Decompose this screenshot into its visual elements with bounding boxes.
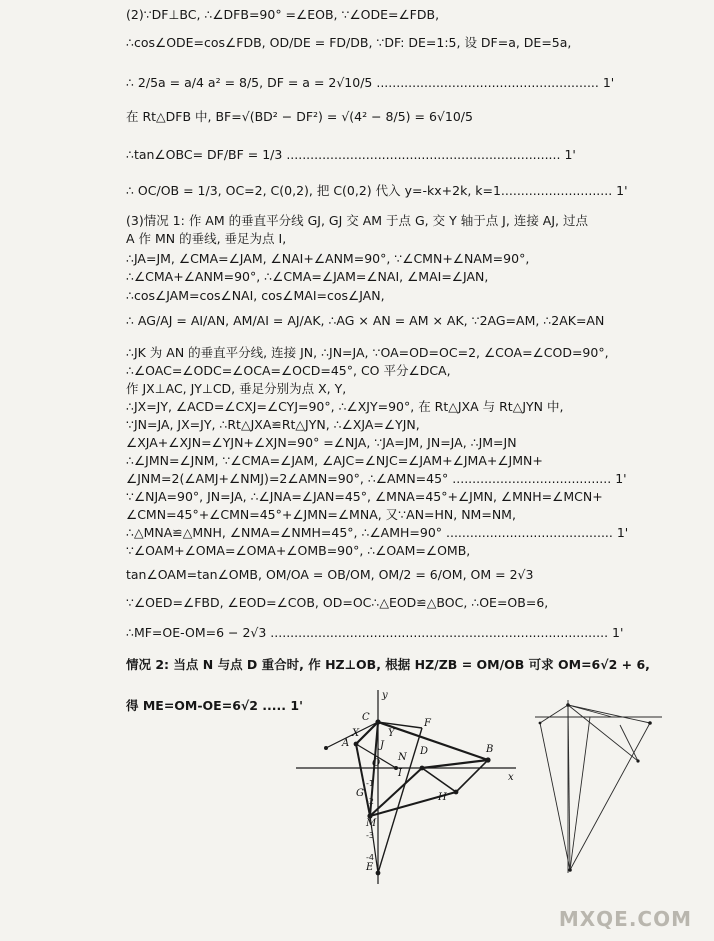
tick-neg-3: -3 — [366, 831, 374, 840]
label-Y: Y — [388, 728, 395, 739]
label-O: O — [372, 758, 381, 769]
label-I: I — [398, 768, 402, 779]
label-J: J — [380, 740, 385, 751]
tick-neg-4: -4 — [366, 853, 374, 862]
text-line-16: ∴JX=JY, ∠ACD=∠CXJ=∠CYJ=90°, ∴∠XJY=90°, 在 Rt△JXA 与 Rt△JYN 中, — [126, 399, 564, 414]
text-line-18: ∠XJA+∠XJN=∠YJN+∠XJN=90° =∠NJA, ∵JA=JM, JN=JA, ∴JM=JN — [126, 435, 517, 450]
text-line-4: 在 Rt△DFB 中, BF=√(BD² − DF²) = √(4² − 8/5) = 6√10/5 — [126, 109, 473, 124]
text-line-23: ∴△MNA≌△MNH, ∠NMA=∠NMH=45°, ∴∠AMH=90° .......................................... 1' — [126, 525, 629, 540]
text-line-14: ∴∠OAC=∠ODC=∠OCA=∠OCD=45°, CO 平分∠DCA, — [126, 363, 451, 378]
label-C: C — [362, 712, 370, 723]
label-X: X — [352, 728, 360, 739]
geometry-figure-main — [296, 688, 526, 888]
text-line-1: (2)∵DF⊥BC, ∴∠DFB=90° =∠EOB, ∵∠ODE=∠FDB, — [126, 7, 440, 22]
text-line-20: ∠JNM=2(∠AMJ+∠NMJ)=2∠AMN=90°, ∴∠AMN=45° ........................................ 1' — [126, 471, 627, 486]
tick-neg-1: -1 — [366, 779, 374, 788]
text-line-17: ∵JN=JA, JX=JY, ∴Rt△JXA≌Rt△JYN, ∴∠XJA=∠YJN, — [126, 417, 420, 432]
label-F: F — [424, 718, 431, 729]
label-H: H — [438, 792, 447, 803]
text-line-10: ∴∠CMA+∠ANM=90°, ∴∠CMA=∠JAM=∠NAI, ∠MAI=∠JAN, — [126, 269, 489, 284]
text-line-15: 作 JX⊥AC, JY⊥CD, 垂足分别为点 X, Y, — [126, 381, 347, 396]
text-line-9: ∴JA=JM, ∠CMA=∠JAM, ∠NAI+∠ANM=90°, ∵∠CMN+∠NAM=90°, — [126, 251, 530, 266]
text-line-21: ∵∠NJA=90°, JN=JA, ∴∠JNA=∠JAN=45°, ∠MNA=45°+∠JMN, ∠MNH=∠MCN+ — [126, 489, 603, 504]
text-line-6: ∴ OC/OB = 1/3, OC=2, C(0,2), 把 C(0,2) 代入 y=-kx+2k, k=1............................ 1' — [126, 183, 628, 198]
watermark-text: MXQE.COM — [558, 907, 692, 931]
text-line-3: ∴ 2/5a = a/4 a² = 8/5, DF = a = 2√10/5 ........................................................ 1' — [126, 75, 615, 90]
label-E: E — [366, 862, 374, 873]
text-line-7: (3)情况 1: 作 AM 的垂直平分线 GJ, GJ 交 AM 于点 G, 交 Y 轴于点 J, 连接 AJ, 过点 — [126, 213, 588, 228]
label-y: y — [382, 690, 388, 701]
text-line-13: ∴JK 为 AN 的垂直平分线, 连接 JN, ∴JN=JA, ∵OA=OD=OC=2, ∠COA=∠COD=90°, — [126, 345, 609, 360]
text-line-19: ∴∠JMN=∠JNM, ∵∠CMA=∠JAM, ∠AJC=∠NJC=∠JAM+∠JMA+∠JMN+ — [126, 453, 543, 468]
text-line-28: 情况 2: 当点 N 与点 D 重合时, 作 HZ⊥OB, 根据 HZ/ZB = OM/OB 可求 OM=6√2 + 6, — [126, 657, 650, 672]
text-line-25: tan∠OAM=tan∠OMB, OM/OA = OB/OM, OM/2 = 6/OM, OM = 2√3 — [126, 567, 534, 582]
label-G: G — [356, 788, 364, 799]
geometry-figure-sketch — [530, 695, 670, 875]
text-line-11: ∴cos∠JAM=cos∠NAI, cos∠MAI=cos∠JAN, — [126, 288, 385, 303]
text-line-12: ∴ AG/AJ = AI/AN, AM/AI = AJ/AK, ∴AG × AN = AM × AK, ∵2AG=AM, ∴2AK=AN — [126, 313, 605, 328]
label-B: B — [486, 744, 494, 755]
tick-neg-2: -2 — [366, 797, 374, 806]
label-M: M — [366, 818, 377, 829]
text-line-2: ∴cos∠ODE=cos∠FDB, OD/DE = FD/DB, ∵DF: DE=1:5, 设 DF=a, DE=5a, — [126, 35, 572, 50]
text-line-5: ∴tan∠OBC= DF/BF = 1/3 ..................................................................... 1' — [126, 147, 576, 162]
text-line-24: ∵∠OAM+∠OMA=∠OMA+∠OMB=90°, ∴∠OAM=∠OMB, — [126, 543, 471, 558]
text-line-26: ∵∠OED=∠FBD, ∠EOD=∠COB, OD=OC∴△EOD≌△BOC, ∴OE=OB=6, — [126, 595, 549, 610]
label-D: D — [420, 746, 429, 757]
label-N: N — [398, 752, 407, 763]
text-line-27: ∴MF=OE-OM=6 − 2√3 ..................................................................................... 1' — [126, 625, 624, 640]
label-A: A — [342, 738, 350, 749]
text-line-22: ∠CMN=45°+∠CMN=45°+∠JMN=∠MNA, 又∵AN=HN, NM=NM, — [126, 507, 516, 522]
text-line-29: 得 ME=OM-OE=6√2 ..... 1' — [126, 698, 303, 713]
text-line-8: A 作 MN 的垂线, 垂足为点 I, — [126, 231, 287, 246]
label-x: x — [508, 772, 514, 783]
